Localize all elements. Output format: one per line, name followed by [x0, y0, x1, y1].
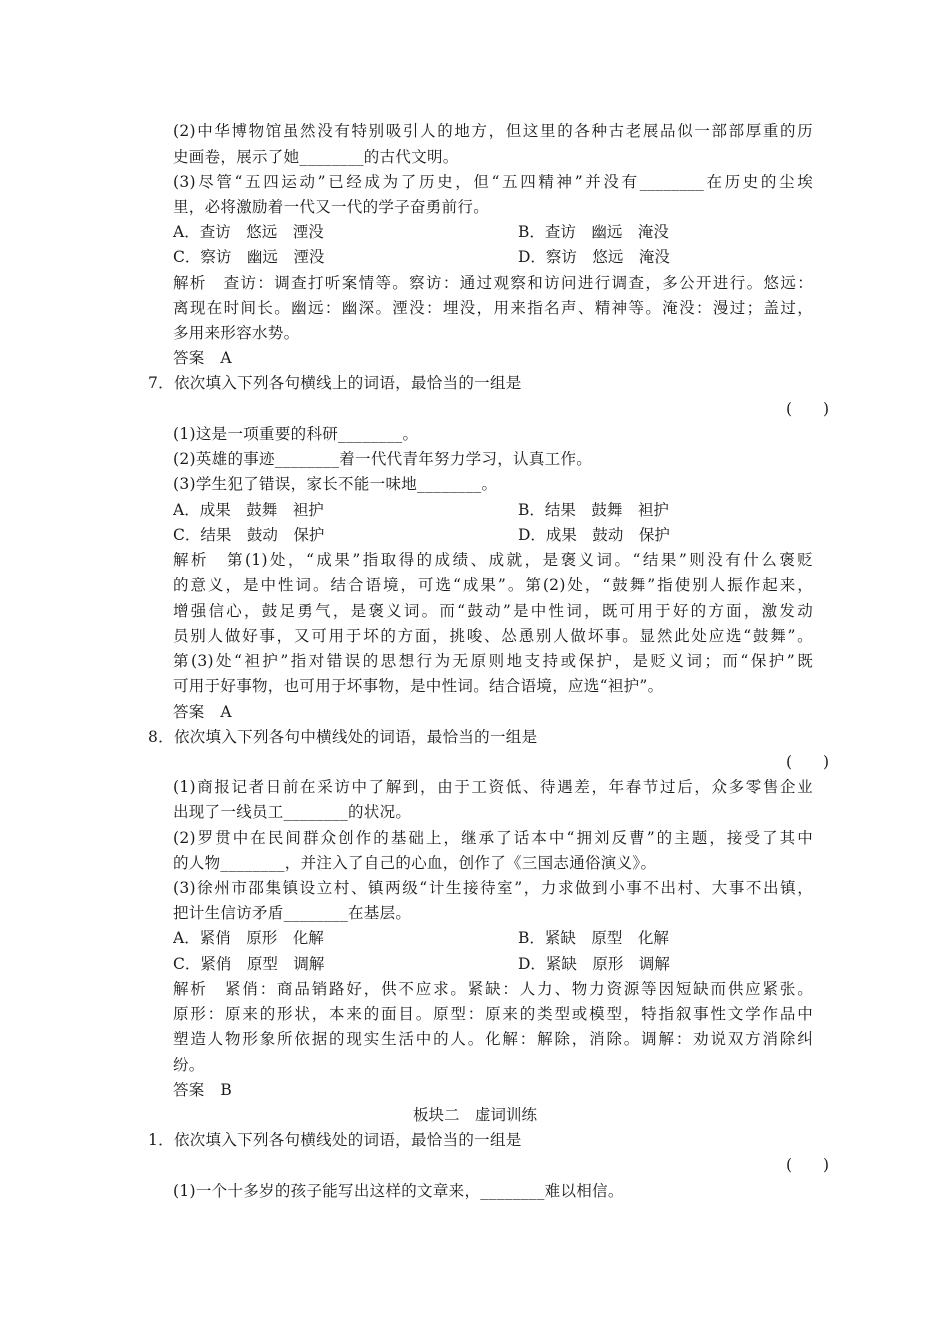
- q8-item: 把计生信访矛盾________在基层。: [173, 904, 412, 922]
- q8-option-a: A．紧俏 原形 化解: [173, 929, 324, 947]
- q7-analysis-line: 员别人做好事，又可用于坏的方面，挑唆、怂恿别人做坏事。显然此处应选“鼓舞”。: [173, 627, 813, 645]
- q7-item: (3)学生犯了错误，家长不能一味地________。: [173, 475, 498, 493]
- q6-analysis-line: 离现在时间长。幽远：幽深。湮没：埋没，用来指名声、精神等。淹没：漫过；盖过，: [173, 299, 813, 317]
- q7-item: (1)这是一项重要的科研________。: [173, 425, 419, 443]
- q7-item: (2)英雄的事迹________着一代代青年努力学习，认真工作。: [173, 450, 593, 468]
- q8-item: 出现了一线员工________的状况。: [173, 803, 412, 821]
- q7-option-a: A．成果 鼓舞 袒护: [173, 501, 324, 519]
- q7-analysis-line: 的意义，是中性词。结合语境，可选“成果”。第(2)处，“鼓舞”指使别人振作起来，: [173, 576, 813, 594]
- q6-analysis-line: 解析 查访：调查打听案情等。察访：通过观察和访问进行调查，多公开进行。悠远：: [173, 274, 813, 292]
- q8-option-d: D．紧缺 原形 调解: [518, 955, 670, 973]
- text-line: 里，必将激励着一代又一代的学子奋勇前行。: [173, 198, 490, 216]
- q7-stem: 7．依次填入下列各句横线上的词语，最恰当的一组是: [148, 374, 522, 392]
- q8-item: (2)罗贯中在民间群众创作的基础上，继承了话本中“拥刘反曹”的主题，接受了其中: [173, 829, 813, 847]
- q7-analysis-line: 增强信心，鼓足勇气，是褒义词。而“鼓动”是中性词，既可用于好的方面，激发动: [173, 602, 813, 620]
- q7-option-b: B．结果 鼓舞 袒护: [518, 501, 669, 519]
- section2-q1-answer-paren: ( ): [786, 1156, 830, 1174]
- q8-analysis-line: 塑造人物形象所依据的现实生活中的人。化解：解除，消除。调解：劝说双方消除纠: [173, 1030, 813, 1048]
- q7-option-c: C．结果 鼓动 保护: [173, 526, 325, 544]
- section2-q1-item: (1)一个十多岁的孩子能写出这样的文章来，________难以相信。: [173, 1182, 624, 1200]
- q8-item: (1)商报记者日前在采访中了解到，由于工资低、待遇差，年春节过后，众多零售企业: [173, 778, 813, 796]
- q8-answer-paren: ( ): [786, 753, 830, 771]
- q8-option-b: B．紧缺 原型 化解: [518, 929, 669, 947]
- q6-option-a: A．查访 悠远 湮没: [173, 223, 324, 241]
- q6-answer: 答案 A: [173, 349, 232, 367]
- q6-option-d: D．察访 悠远 淹没: [518, 248, 670, 266]
- q7-option-d: D．成果 鼓动 保护: [518, 526, 670, 544]
- q7-analysis-line: 可用于好事物，也可用于坏事物，是中性词。结合语境，应选“袒护”。: [173, 677, 664, 695]
- q8-answer: 答案 B: [173, 1081, 233, 1099]
- text-line: (3)尽管“五四运动”已经成为了历史，但“五四精神”并没有________在历史的尘埃: [173, 173, 813, 191]
- q7-analysis-line: 第(3)处“袒护”指对错误的思想行为无原则地支持或保护，是贬义词；而“保护”既: [173, 652, 813, 670]
- q8-item: 的人物________，并注入了自己的心血，创作了《三国志通俗演义》。: [173, 854, 657, 872]
- q7-answer-paren: ( ): [786, 400, 830, 418]
- q8-analysis-line: 原形：原来的形状，本来的面目。原型：原来的类型或模型，特指叙事性文学作品中: [173, 1005, 813, 1023]
- q6-option-c: C．察访 幽远 湮没: [173, 248, 325, 266]
- q8-analysis-line: 解析 紧俏：商品销路好，供不应求。紧缺：人力、物力资源等因短缺而供应紧张。: [173, 980, 813, 998]
- text-line: 史画卷，展示了她________的古代文明。: [173, 148, 459, 166]
- q8-option-c: C．紧俏 原型 调解: [173, 955, 325, 973]
- section-title: 板块二 虚词训练: [412, 1106, 537, 1124]
- text-line: (2)中华博物馆虽然没有特别吸引人的地方，但这里的各种古老展品似一部部厚重的历: [173, 122, 813, 140]
- q7-answer: 答案 A: [173, 703, 232, 721]
- q7-analysis-line: 解析 第(1)处，“成果”指取得的成绩、成就，是褒义词。“结果”则没有什么褒贬: [173, 551, 813, 569]
- q8-stem: 8．依次填入下列各句中横线处的词语，最恰当的一组是: [148, 728, 538, 746]
- q6-option-b: B．查访 幽远 淹没: [518, 223, 669, 241]
- q8-analysis-line: 纷。: [173, 1056, 205, 1074]
- q8-item: (3)徐州市邵集镇设立村、镇两级“计生接待室”，力求做到小事不出村、大事不出镇，: [173, 879, 813, 897]
- q6-analysis-line: 多用来形容水势。: [173, 324, 300, 342]
- section2-q1-stem: 1．依次填入下列各句横线处的词语，最恰当的一组是: [148, 1131, 522, 1149]
